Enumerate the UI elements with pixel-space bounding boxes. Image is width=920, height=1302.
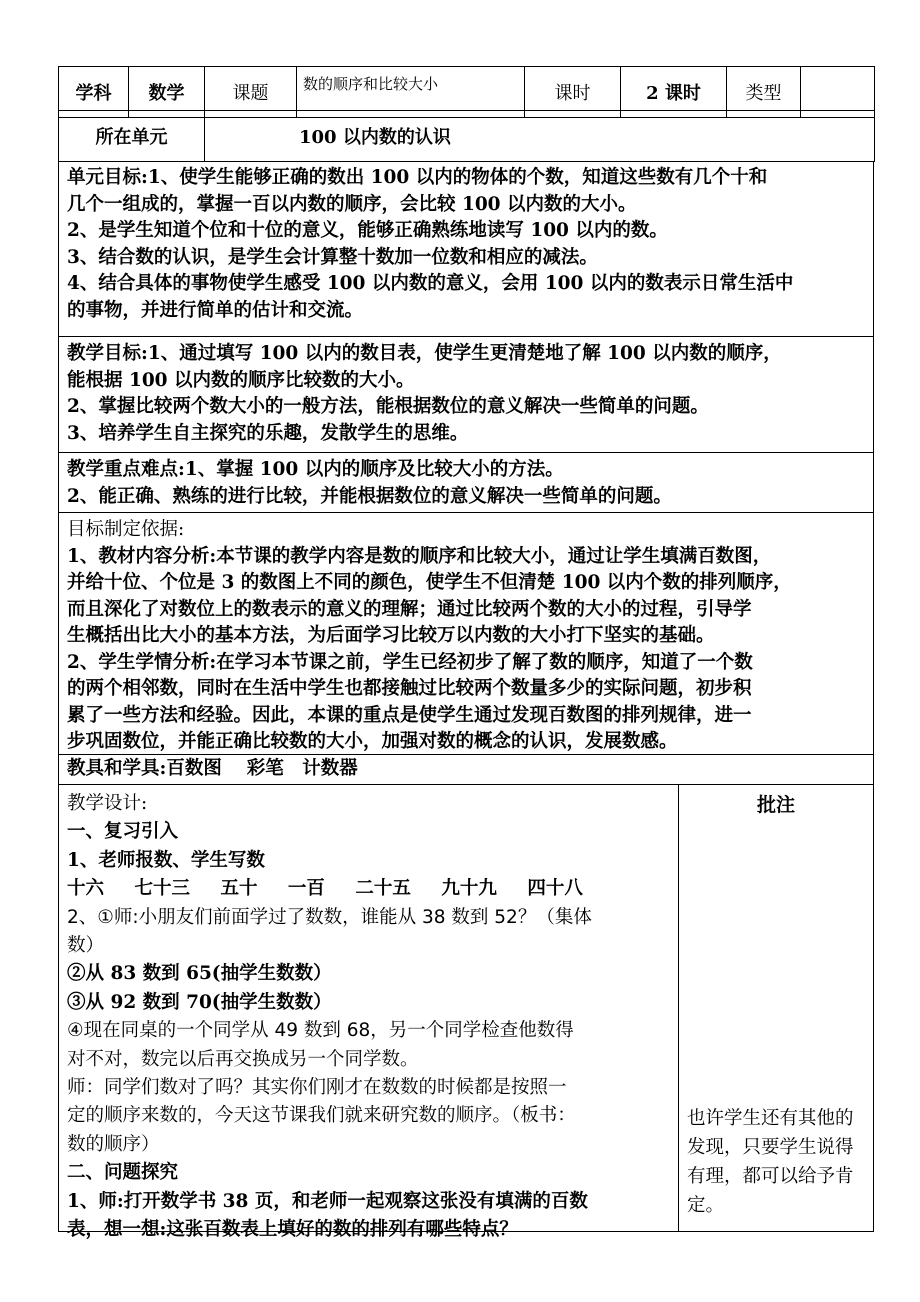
key-points-section [58, 453, 874, 513]
basis-line: 步巩固数位，并能正确比较数的大小，加强对数的概念的认识，发展数感。 [67, 731, 678, 752]
number-word: 四十八 [527, 878, 583, 900]
unit-goals-line: 单元目标:1、使学生能够正确的数出 100 以内的物体的个数，知道这些数有几个十和 [67, 167, 768, 188]
unit-table [58, 110, 875, 162]
basis-section [58, 513, 874, 755]
basis-line: 2、学生学情分析:在学习本节课之前，学生已经初步了解了数的顺序，知道了一个数 [67, 651, 753, 673]
section-explore: 二、问题探究 [67, 1162, 179, 1184]
topic-label: 课题 [205, 67, 297, 118]
design-line: 1、师:打开数学书 38 页，和老师一起观察这张没有填满的百数 [67, 1190, 588, 1212]
design-line: 师：同学们数对了吗？其实你们刚才在数数的时候都是按照一 [67, 1077, 567, 1099]
section-review: 一、复习引入 [67, 821, 179, 843]
unit-value: 100 以内数的认识 [205, 111, 875, 162]
teaching-goals-line: 2、掌握比较两个数大小的一般方法，能根据数位的意义解决一些简单的问题。 [67, 396, 709, 417]
annotation-note: 也许学生还有其他的发现，只要学生说得有理，都可以给予肯定。 [687, 1108, 854, 1216]
hours-value: 2 课时 [621, 67, 727, 118]
basis-line: 并给十位、个位是 3 的数图上不同的颜色，使学生不但清楚 100 以内个数的排列顺序， [67, 572, 792, 593]
unit-goals-line: 几个一组成的，掌握一百以内数的顺序，会比较 100 以内数的大小。 [67, 193, 637, 215]
hours-label: 课时 [525, 67, 621, 118]
annotation-column [679, 784, 873, 1231]
unit-goals-line: 的事物，并进行简单的估计和交流。 [67, 299, 364, 321]
basis-line: 而且深化了对数位上的数表示的意义的理解；通过比较两个数的大小的过程，引导学 [67, 598, 752, 620]
number-word: 七十三 [134, 878, 190, 900]
numbers-row [67, 875, 670, 903]
type-label: 类型 [727, 67, 801, 118]
basis-line: 生概括出比大小的基本方法，为后面学习比较万以内数的大小打下坚实的基础。 [67, 625, 715, 646]
basis-line: 累了一些方法和经验。因此，本课的重点是使学生通过发现百数图的排列规律，进一 [67, 704, 752, 726]
teaching-design-section [58, 784, 874, 1241]
design-line: 2、①师:小朋友们前面学过了数数，谁能从 38 数到 52？（集体 [67, 906, 592, 928]
design-line: 表，想一想:这张百数表上填好的数的排列有哪些特点？ [67, 1219, 518, 1241]
key-points-line: 教学重点难点:1、掌握 100 以内的顺序及比较大小的方法。 [67, 459, 564, 480]
unit-goals-section [58, 161, 874, 337]
subject-value: 数学 [129, 67, 205, 118]
design-title: 教学设计: [67, 793, 148, 814]
teaching-goals-line: 3、培养学生自主探究的乐趣，发散学生的思维。 [67, 422, 469, 444]
design-line: 数） [67, 935, 105, 957]
tools-line: 教具和学具:百数图 彩笔 计数器 [67, 758, 358, 779]
number-word: 十六 [67, 878, 105, 900]
unit-goals-line: 3、结合数的认识，是学生会计算整十数加一位数和相应的减法。 [67, 246, 598, 268]
design-line: 对不对，数完以后再交换成另一个同学数。 [67, 1048, 419, 1070]
topic-value: 数的顺序和比较大小 [297, 67, 525, 118]
subject-label: 学科 [59, 67, 129, 118]
teaching-goals-section [58, 337, 874, 453]
annotation-title: 批注 [756, 794, 795, 816]
unit-label: 所在单元 [59, 111, 205, 162]
item-dictation: 1、老师报数、学生写数 [67, 849, 265, 871]
design-content [59, 784, 679, 1241]
number-word: 五十 [220, 878, 258, 900]
design-line: 数的顺序） [67, 1133, 160, 1155]
teaching-goals-line: 能根据 100 以内数的顺序比较数的大小。 [67, 369, 415, 391]
number-word: 一百 [287, 878, 325, 900]
number-word: 二十五 [355, 878, 411, 900]
design-line: 定的顺序来数的，今天这节课我们就来研究数的顺序。（板书： [67, 1105, 576, 1127]
basis-line: 1、教材内容分析:本节课的教学内容是数的顺序和比较大小，通过让学生填满百数图， [67, 545, 772, 567]
basis-title: 目标制定依据: [67, 519, 185, 540]
tools-section [58, 755, 874, 785]
key-points-line: 2、能正确、熟练的进行比较，并能根据数位的意义解决一些简单的问题。 [67, 485, 672, 507]
design-line: ③从 92 数到 70(抽学生数数） [67, 991, 332, 1013]
design-line: ④现在同桌的一个同学从 49 数到 68，另一个同学检查他数得 [67, 1020, 574, 1042]
design-line: ②从 83 数到 65(抽学生数数） [67, 963, 332, 985]
basis-line: 的两个相邻数，同时在生活中学生也都接触过比较两个数量多少的实际问题，初步积 [67, 678, 752, 699]
number-word: 九十九 [441, 878, 497, 900]
unit-goals-line: 4、结合具体的事物使学生感受 100 以内数的意义，会用 100 以内的数表示日常生活中 [67, 273, 794, 294]
teaching-goals-line: 教学目标:1、通过填写 100 以内的数目表，使学生更清楚地了解 100 以内数的顺序， [67, 343, 782, 364]
unit-goals-line: 2、是学生知道个位和十位的意义，能够正确熟练地读写 100 以内的数。 [67, 220, 668, 241]
